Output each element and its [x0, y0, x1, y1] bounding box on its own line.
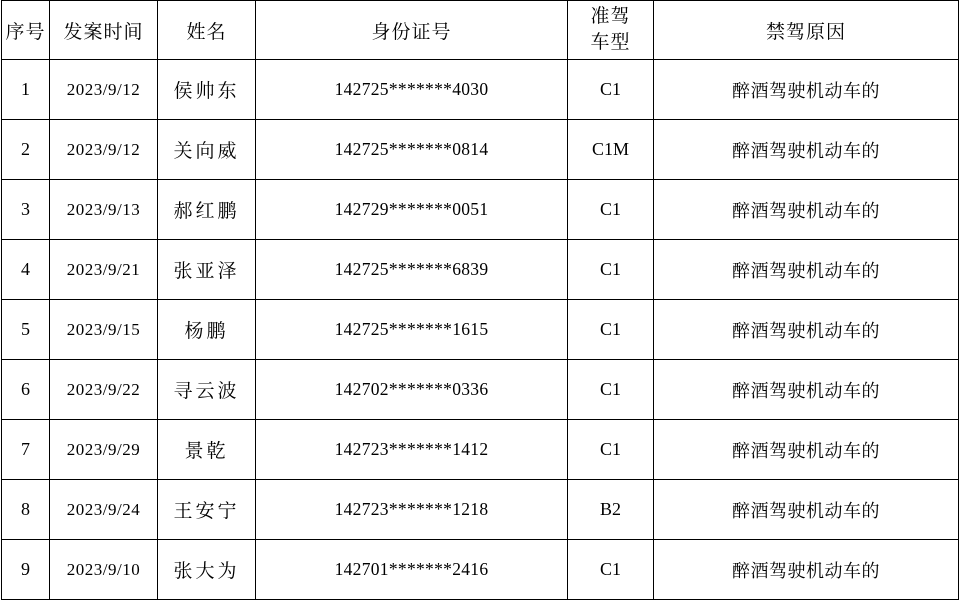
cell-name: 张亚泽: [158, 240, 256, 300]
table-row: [2, 480, 959, 540]
cell-id-number: 142701*******2416: [256, 540, 568, 600]
column-header-vehicle-type-line2: 车型: [590, 32, 631, 53]
cell-name: 王安宁: [158, 480, 256, 540]
cell-name: 景乾: [158, 420, 256, 480]
column-header-id: 身份证号: [256, 1, 568, 60]
cell-id-number: 142729*******0051: [256, 180, 568, 240]
cell-index: 6: [2, 360, 50, 420]
cell-index: 8: [2, 480, 50, 540]
cell-date: 2023/9/29: [50, 420, 158, 480]
table-row: [2, 360, 959, 420]
column-header-reason: 禁驾原因: [654, 1, 959, 60]
cell-date: 2023/9/21: [50, 240, 158, 300]
cell-name: 关向威: [158, 120, 256, 180]
cell-index: 1: [2, 60, 50, 120]
cell-date: 2023/9/12: [50, 120, 158, 180]
cell-date: 2023/9/10: [50, 540, 158, 600]
cell-vehicle-type: C1: [568, 180, 654, 240]
cell-date: 2023/9/15: [50, 300, 158, 360]
cell-vehicle-type: C1: [568, 420, 654, 480]
table-row: [2, 420, 959, 480]
cell-reason: 醉酒驾驶机动车的: [654, 180, 959, 240]
cell-name: 郝红鹏: [158, 180, 256, 240]
table-row: [2, 120, 959, 180]
column-header-index: 序号: [2, 1, 50, 60]
banned-drivers-table: [1, 0, 959, 600]
cell-reason: 醉酒驾驶机动车的: [654, 60, 959, 120]
cell-id-number: 142725*******0814: [256, 120, 568, 180]
table-header-row: [2, 1, 959, 60]
cell-index: 9: [2, 540, 50, 600]
cell-date: 2023/9/13: [50, 180, 158, 240]
cell-name: 侯帅东: [158, 60, 256, 120]
cell-reason: 醉酒驾驶机动车的: [654, 360, 959, 420]
cell-reason: 醉酒驾驶机动车的: [654, 420, 959, 480]
cell-index: 2: [2, 120, 50, 180]
cell-vehicle-type: C1: [568, 360, 654, 420]
cell-name: 张大为: [158, 540, 256, 600]
cell-reason: 醉酒驾驶机动车的: [654, 300, 959, 360]
cell-vehicle-type: C1: [568, 540, 654, 600]
cell-id-number: 142725*******4030: [256, 60, 568, 120]
cell-date: 2023/9/24: [50, 480, 158, 540]
column-header-date: 发案时间: [50, 1, 158, 60]
table-row: [2, 60, 959, 120]
cell-id-number: 142725*******6839: [256, 240, 568, 300]
cell-index: 3: [2, 180, 50, 240]
cell-date: 2023/9/12: [50, 60, 158, 120]
cell-index: 5: [2, 300, 50, 360]
cell-name: 寻云波: [158, 360, 256, 420]
cell-vehicle-type: B2: [568, 480, 654, 540]
table-row: [2, 300, 959, 360]
table-body: [2, 60, 959, 600]
cell-id-number: 142723*******1218: [256, 480, 568, 540]
table-row: [2, 540, 959, 600]
cell-vehicle-type: C1: [568, 60, 654, 120]
cell-id-number: 142725*******1615: [256, 300, 568, 360]
cell-id-number: 142702*******0336: [256, 360, 568, 420]
cell-date: 2023/9/22: [50, 360, 158, 420]
cell-vehicle-type: C1M: [568, 120, 654, 180]
cell-reason: 醉酒驾驶机动车的: [654, 120, 959, 180]
cell-name: 杨鹏: [158, 300, 256, 360]
cell-reason: 醉酒驾驶机动车的: [654, 480, 959, 540]
cell-reason: 醉酒驾驶机动车的: [654, 540, 959, 600]
column-header-vehicle-type: [568, 1, 654, 60]
table-header: [2, 1, 959, 60]
column-header-vehicle-type-line1: 准驾: [590, 6, 631, 28]
cell-index: 4: [2, 240, 50, 300]
cell-reason: 醉酒驾驶机动车的: [654, 240, 959, 300]
cell-vehicle-type: C1: [568, 300, 654, 360]
cell-id-number: 142723*******1412: [256, 420, 568, 480]
column-header-name: 姓名: [158, 1, 256, 60]
cell-vehicle-type: C1: [568, 240, 654, 300]
table-row: [2, 240, 959, 300]
table-row: [2, 180, 959, 240]
cell-index: 7: [2, 420, 50, 480]
